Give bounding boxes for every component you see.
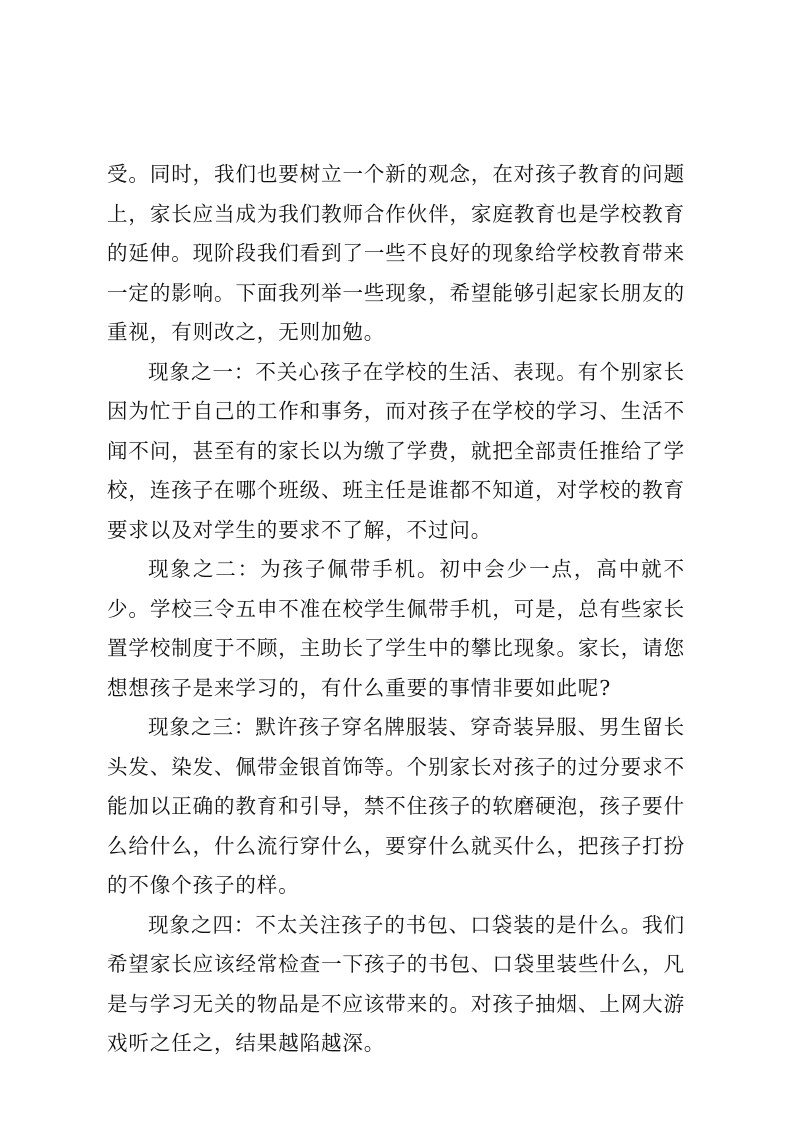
document-body <box>107 155 685 1064</box>
paragraph-phenomenon-3: 现象之三：默许孩子穿名牌服装、穿奇装异服、男生留长头发、染发、佩带金银首饰等。个别家长对孩子的过分要求不能加以正确的教育和引导，禁不住孩子的软磨硬泡，孩子要什么给什么，什么流行穿什么，要穿什么就买什么，把孩子打扮的不像个孩子的样。 <box>107 715 685 897</box>
paragraph-phenomenon-1: 现象之一：不关心孩子在学校的生活、表现。有个别家长因为忙于自己的工作和事务，而对孩子在学校的学习、生活不闻不问，甚至有的家长以为缴了学费，就把全部责任推给了学校，连孩子在哪个班级、班主任是谁都不知道，对学校的教育要求以及对学生的要求不了解，不过问。 <box>107 359 685 542</box>
paragraph-phenomenon-4: 现象之四：不太关注孩子的书包、口袋装的是什么。我们希望家长应该经常检查一下孩子的书包、口袋里装些什么，凡是与学习无关的物品是不应该带来的。对孩子抽烟、上网大游戏听之任之，结果越陷越深。 <box>107 912 685 1055</box>
paragraph-phenomenon-2: 现象之二：为孩子佩带手机。初中会少一点，高中就不少。学校三令五申不准在校学生佩带手机，可是，总有些家长置学校制度于不顾，主助长了学生中的攀比现象。家长，请您想想孩子是来学习的，有什么重要的事情非要如此呢? <box>107 557 685 700</box>
paragraph-continuation: 受。同时，我们也要树立一个新的观念，在对孩子教育的问题上，家长应当成为我们教师合作伙伴，家庭教育也是学校教育的延伸。现阶段我们看到了一些不良好的现象给学校教育带来一定的影响。下面我列举一些现象，希望能够引起家长朋友的重视，有则改之，无则加勉。 <box>107 162 685 344</box>
